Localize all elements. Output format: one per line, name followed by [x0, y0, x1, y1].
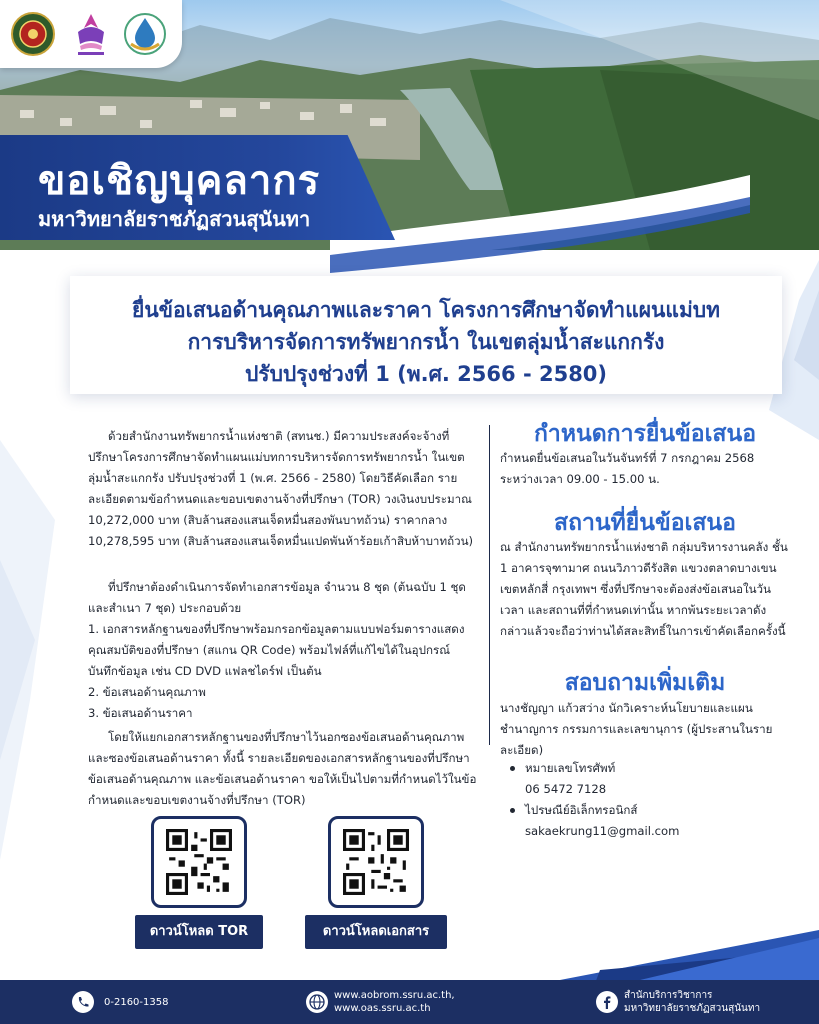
- email-label: ไปรษณีย์อิเล็กทรอนิกส์: [510, 800, 638, 821]
- headline-line-2: การบริหารจัดการทรัพยากรน้ำ ในเขตลุ่มน้ำสะแกกรัง: [187, 330, 665, 354]
- logo-bar: [0, 0, 182, 68]
- contact-heading: สอบถามเพิ่มเติม: [564, 670, 726, 696]
- column-divider: [489, 425, 490, 745]
- contact-text: นางชัญญา แก้วสว่าง นักวิเคราะห์นโยบายและแผนชำนาญการ กรรมการและเลขานุการ (ผู้ประสานในรายละเอียด): [500, 701, 773, 757]
- footer-facebook-1[interactable]: สำนักบริการวิชาการ: [624, 990, 713, 1001]
- tor-qr-code[interactable]: [151, 816, 247, 908]
- footer-website-2[interactable]: www.oas.ssru.ac.th: [334, 1003, 431, 1014]
- phone-label: หมายเลขโทรศัพท์: [510, 758, 615, 779]
- deadline-date: กำหนดยื่นข้อเสนอในวันจันทร์ที่ 7 กรกฎาคม 2568: [500, 451, 755, 465]
- qr-code-icon: [166, 829, 232, 895]
- footer-phone[interactable]: 0-2160-1358: [104, 997, 169, 1008]
- location-text: ณ สำนักงานทรัพยากรน้ำแห่งชาติ กลุ่มบริหารงานคลัง ชั้น 1 อาคารจุฑามาศ ถนนวิภาวดีรังสิต แขวงตลาดบางเขน เขตหลักสี่ กรุงเทพฯ ซึ่งที่ปรึกษาจะต้องส่งข้อเสนอในวัน เวลา และสถานที่ที่กำหนดเท่านั้น หากพ้นระยะเวลาดังกล่าวแล้วจะถือว่าท่านได้สละสิทธิ์ในการเข้าคัดเลือกครั้งนี้: [500, 540, 788, 638]
- download-tor-button[interactable]: ดาวน์โหลด TOR: [135, 915, 263, 949]
- headline-line-1: ยื่นข้อเสนอด้านคุณภาพและราคา โครงการศึกษาจัดทำแผนแม่บท: [132, 298, 720, 322]
- footer-website-1[interactable]: www.aobrom.ssru.ac.th,: [334, 990, 455, 1001]
- qr-code-icon: [343, 829, 409, 895]
- envelope-paragraph: โดยให้แยกเอกสารหลักฐานของที่ปรึกษาไว้นอกซองข้อเสนอด้านคุณภาพและซองข้อเสนอด้านราคา ทั้งนี้ รายละเอียดของเอกสารหลักฐานของที่ปรึกษา ข้อเสนอด้านคุณภาพ และข้อเสนอด้านราคา ขอให้เป็นไปตามที่กำหนดไว้ในข้อกำหนดและขอบเขตงานจ้างที่ปรึกษา (TOR): [88, 730, 477, 807]
- email-address[interactable]: sakaekrung11@gmail.com: [525, 824, 680, 838]
- page-subtitle: มหาวิทยาลัยราชภัฏสวนสุนันทา: [38, 207, 311, 231]
- university-emblem-icon: [68, 10, 114, 58]
- deadline-heading: กำหนดการยื่นข้อเสนอ: [533, 421, 757, 447]
- footer-bar: [0, 980, 819, 1024]
- deadline-time: ระหว่างเวลา 09.00 - 15.00 น.: [500, 472, 660, 486]
- side-decoration-left: [0, 440, 60, 860]
- headline-box: [70, 276, 782, 394]
- list-item: 3. ข้อเสนอด้านราคา: [88, 706, 193, 720]
- phone-icon: [72, 991, 94, 1013]
- bullet-icon: [510, 766, 515, 771]
- location-heading: สถานที่ยื่นข้อเสนอ: [554, 510, 736, 536]
- headline-line-3: ปรับปรุงช่วงที่ 1 (พ.ศ. 2566 - 2580): [244, 362, 608, 386]
- download-docs-button[interactable]: ดาวน์โหลดเอกสาร: [305, 915, 447, 949]
- phone-number[interactable]: 06 5472 7128: [525, 782, 607, 796]
- academic-services-logo-icon: [122, 10, 168, 58]
- university-seal-icon: [10, 10, 56, 58]
- intro-paragraph: ด้วยสำนักงานทรัพยากรน้ำแห่งชาติ (สทนช.) มีความประสงค์จะจ้างที่ปรึกษาโครงการศึกษาจัดทำแผนแม่บทการบริหารจัดการทรัพยากรน้ำ ในเขตลุ่มน้ำสะแกกรัง ปรับปรุงช่วงที่ 1 (พ.ศ. 2566 - 2580) โดยวิธีคัดเลือก รายละเอียดตามข้อกำหนดและขอบเขตงานจ้างที่ปรึกษา (TOR) วงเงินงบประมาณ 10,272,000 บาท (สิบล้านสองแสนเจ็ดหมื่นสองพันบาทถ้วน) ราคากลาง 10,278,595 บาท (สิบล้านสองแสนเจ็ดหมื่นแปดพันห้าร้อยเก้าสิบห้าบาทถ้วน): [88, 429, 474, 548]
- docs-qr-code[interactable]: [328, 816, 424, 908]
- bullet-icon: [510, 808, 515, 813]
- documents-paragraph: ที่ปรึกษาต้องดำเนินการจัดทำเอกสารข้อมูล จำนวน 8 ชุด (ต้นฉบับ 1 ชุด และสำเนา 7 ชุด) ประกอบด้วย: [88, 580, 466, 615]
- documents-list: [88, 619, 478, 724]
- list-item: 2. ข้อเสนอด้านคุณภาพ: [88, 685, 206, 699]
- facebook-icon: [596, 991, 618, 1013]
- banner-ribbon-decoration: [330, 175, 750, 285]
- deadline-text: [500, 448, 788, 490]
- page-title: ขอเชิญบุคลากร: [38, 158, 321, 204]
- list-item: 1. เอกสารหลักฐานของที่ปรึกษาพร้อมกรอกข้อมูลตามแบบฟอร์มตารางแสดงคุณสมบัติของที่ปรึกษา (สแกน QR Code) พร้อมไฟล์ที่แก้ไขได้ในอุปกรณ์บันทึกข้อมูล เช่น CD DVD แฟลชไดร์ฟ เป็นต้น: [88, 622, 465, 678]
- globe-icon: [306, 991, 328, 1013]
- footer-facebook-2[interactable]: มหาวิทยาลัยราชภัฏสวนสุนันทา: [624, 1003, 761, 1014]
